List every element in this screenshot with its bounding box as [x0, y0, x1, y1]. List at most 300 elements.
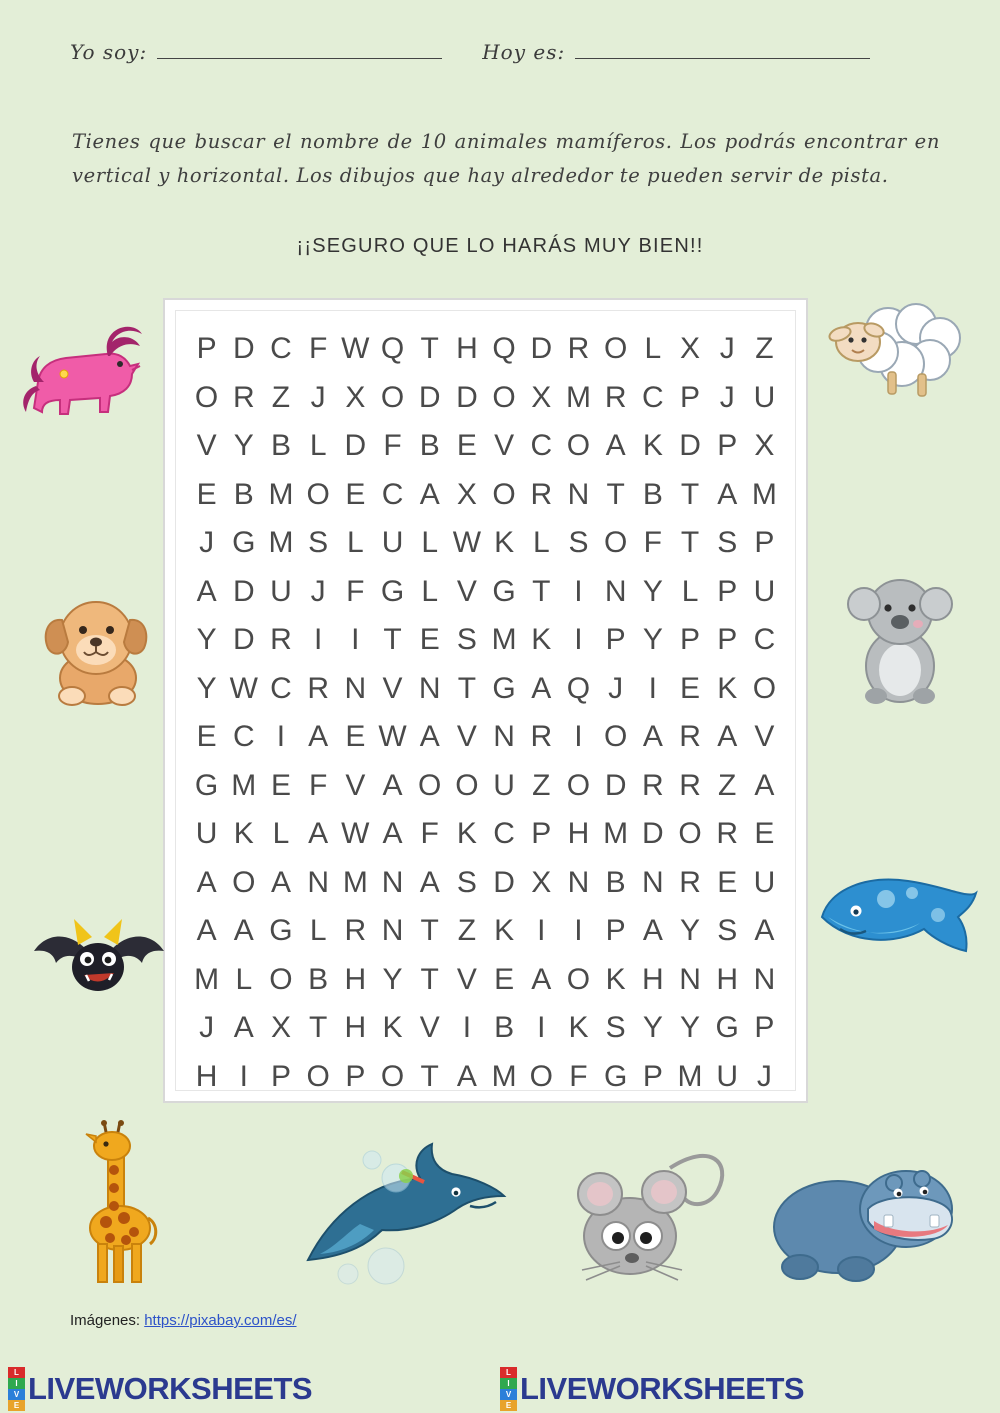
- word-search-cell[interactable]: M: [491, 623, 517, 657]
- word-search-cell[interactable]: G: [603, 1059, 628, 1093]
- word-search-cell[interactable]: P: [605, 623, 626, 657]
- word-search-cell[interactable]: H: [195, 1059, 218, 1093]
- word-search-cell[interactable]: N: [642, 865, 664, 899]
- word-search-cell[interactable]: V: [494, 429, 515, 463]
- brand-square-l-2: L: [500, 1367, 517, 1378]
- word-search-cell[interactable]: N: [753, 962, 776, 996]
- word-search-cell[interactable]: T: [680, 477, 700, 511]
- word-search-cell[interactable]: E: [196, 477, 217, 511]
- word-search-cell[interactable]: P: [754, 1011, 775, 1045]
- word-search-cell[interactable]: E: [717, 865, 738, 899]
- word-search-cell[interactable]: Y: [233, 429, 254, 463]
- word-search-cell[interactable]: U: [195, 817, 218, 851]
- date-label: Hoy es:: [482, 40, 566, 64]
- word-search-row: [188, 713, 783, 762]
- word-search-cell[interactable]: K: [531, 623, 552, 657]
- giraffe-illustration: [62, 1118, 172, 1288]
- word-search-cell[interactable]: E: [754, 817, 775, 851]
- word-search-cell[interactable]: L: [235, 962, 253, 996]
- word-search-cell[interactable]: R: [307, 671, 329, 705]
- word-search-cell[interactable]: D: [530, 332, 553, 366]
- word-search-cell[interactable]: O: [603, 526, 628, 560]
- word-search-cell[interactable]: R: [270, 623, 292, 657]
- word-search-cell[interactable]: P: [605, 914, 626, 948]
- brand-square-l: L: [8, 1367, 25, 1378]
- word-search-cell[interactable]: A: [196, 865, 217, 899]
- word-search-cell[interactable]: P: [717, 623, 738, 657]
- word-search-cell[interactable]: M: [342, 865, 368, 899]
- word-search-cell[interactable]: V: [456, 574, 477, 608]
- word-search-cell[interactable]: X: [270, 1011, 291, 1045]
- word-search-cell[interactable]: J: [756, 1059, 772, 1093]
- word-search-cell[interactable]: X: [531, 380, 552, 414]
- word-search-row: [188, 616, 783, 665]
- dolphin-illustration: [300, 1120, 510, 1290]
- word-search-cell[interactable]: M: [231, 768, 257, 802]
- word-search-cell[interactable]: L: [421, 574, 439, 608]
- word-search-row: [188, 325, 783, 374]
- word-search-cell[interactable]: H: [567, 817, 590, 851]
- word-search-cell[interactable]: O: [306, 477, 330, 511]
- word-search-cell[interactable]: V: [345, 768, 366, 802]
- word-search-cell[interactable]: O: [380, 380, 405, 414]
- word-search-cell[interactable]: K: [233, 817, 254, 851]
- word-search-cell[interactable]: Z: [718, 768, 737, 802]
- word-search-cell[interactable]: E: [345, 720, 366, 754]
- word-search-cell[interactable]: J: [310, 380, 326, 414]
- word-search-cell[interactable]: Q: [380, 332, 405, 366]
- word-search-cell[interactable]: A: [605, 429, 626, 463]
- word-search-cell[interactable]: K: [382, 1011, 403, 1045]
- word-search-cell[interactable]: R: [232, 380, 255, 414]
- word-search-cell[interactable]: U: [381, 526, 404, 560]
- word-search-cell[interactable]: B: [605, 865, 626, 899]
- word-search-cell[interactable]: D: [456, 380, 478, 414]
- word-search-cell[interactable]: A: [642, 720, 663, 754]
- word-search-cell[interactable]: A: [196, 574, 217, 608]
- word-search-cell[interactable]: R: [604, 380, 627, 414]
- word-search-cell[interactable]: W: [378, 720, 407, 754]
- brand-squares-right: [500, 1367, 517, 1411]
- word-search-cell[interactable]: S: [456, 865, 477, 899]
- word-search-cell[interactable]: P: [680, 380, 701, 414]
- word-search-cell[interactable]: P: [754, 526, 775, 560]
- word-search-cell[interactable]: G: [194, 768, 219, 802]
- word-search-cell[interactable]: M: [268, 526, 294, 560]
- word-search-cell[interactable]: J: [719, 332, 735, 366]
- word-search-cell[interactable]: G: [380, 574, 405, 608]
- word-search-cell[interactable]: J: [310, 574, 326, 608]
- word-search-cell[interactable]: P: [680, 623, 701, 657]
- word-search-cell[interactable]: V: [382, 671, 403, 705]
- word-search-cell[interactable]: N: [381, 865, 404, 899]
- word-search-cell[interactable]: B: [642, 477, 663, 511]
- word-search-cell[interactable]: V: [456, 962, 477, 996]
- word-search-cell[interactable]: M: [194, 962, 220, 996]
- word-search-cell[interactable]: O: [418, 768, 442, 802]
- word-search-row: [188, 519, 783, 568]
- sheep-illustration: [818, 290, 978, 405]
- word-search-cell[interactable]: K: [717, 671, 738, 705]
- word-search-cell[interactable]: T: [383, 623, 402, 657]
- word-search-cell[interactable]: T: [457, 671, 477, 705]
- bat-illustration: [28, 905, 168, 1015]
- word-search-cell[interactable]: O: [603, 332, 628, 366]
- word-search-cell[interactable]: I: [462, 1011, 472, 1045]
- liveworksheets-logo-right: [500, 1367, 804, 1411]
- word-search-cell[interactable]: A: [531, 671, 552, 705]
- encouragement-text: ¡¡SEGURO QUE LO HARÁS MUY BIEN!!: [296, 235, 704, 257]
- word-search-cell[interactable]: Z: [532, 768, 551, 802]
- word-search-cell[interactable]: J: [199, 526, 215, 560]
- word-search-cell[interactable]: F: [643, 526, 662, 560]
- word-search-cell[interactable]: P: [531, 817, 552, 851]
- word-search-cell[interactable]: F: [383, 429, 402, 463]
- word-search-cell[interactable]: X: [456, 477, 477, 511]
- word-search-cell[interactable]: F: [308, 768, 328, 802]
- whale-illustration: [808, 855, 988, 975]
- word-search-cell[interactable]: D: [679, 429, 701, 463]
- word-search-cell[interactable]: T: [420, 962, 439, 996]
- word-search-cell[interactable]: K: [494, 526, 515, 560]
- word-search-cell[interactable]: B: [270, 429, 291, 463]
- word-search-cell[interactable]: V: [196, 429, 217, 463]
- word-search-cell[interactable]: I: [537, 1011, 546, 1045]
- word-search-cell[interactable]: P: [717, 429, 738, 463]
- word-search-cell[interactable]: M: [751, 477, 777, 511]
- image-credit-label: Imágenes:: [70, 1312, 141, 1329]
- word-search-cell[interactable]: C: [270, 671, 292, 705]
- word-search-cell[interactable]: D: [418, 380, 441, 414]
- word-search-cell[interactable]: Q: [566, 671, 591, 705]
- word-search-cell[interactable]: O: [529, 1059, 553, 1093]
- word-search-cell[interactable]: O: [455, 768, 479, 802]
- word-search-cell[interactable]: A: [419, 865, 440, 899]
- word-search-cell[interactable]: Y: [382, 962, 403, 996]
- word-search-cell[interactable]: Y: [680, 914, 701, 948]
- word-search-cell[interactable]: I: [648, 671, 658, 705]
- word-search-cell[interactable]: C: [530, 429, 553, 463]
- word-search-cell[interactable]: T: [420, 1059, 439, 1093]
- word-search-cell[interactable]: X: [754, 429, 775, 463]
- word-search-cell[interactable]: Z: [755, 332, 774, 366]
- koala-illustration: [840, 560, 960, 710]
- word-search-cell[interactable]: Q: [492, 332, 516, 366]
- word-search-cell[interactable]: I: [574, 720, 583, 754]
- word-search-cell[interactable]: P: [270, 1059, 291, 1093]
- word-search-cell[interactable]: C: [270, 332, 292, 366]
- word-search-cell[interactable]: R: [679, 768, 701, 802]
- word-search-cell[interactable]: P: [717, 574, 738, 608]
- word-search-cell[interactable]: A: [456, 1059, 477, 1093]
- word-search-cell[interactable]: C: [381, 477, 404, 511]
- word-search-cell[interactable]: Z: [271, 380, 291, 414]
- word-search-cell[interactable]: T: [532, 574, 551, 608]
- brand-square-i: I: [8, 1378, 25, 1389]
- word-search-cell[interactable]: K: [605, 962, 626, 996]
- word-search-cell[interactable]: C: [753, 623, 776, 657]
- word-search-cell[interactable]: I: [537, 914, 546, 948]
- word-search-cell[interactable]: D: [232, 623, 255, 657]
- word-search-cell[interactable]: M: [491, 1059, 517, 1093]
- word-search-cell[interactable]: E: [196, 720, 217, 754]
- word-search-cell[interactable]: I: [239, 1059, 248, 1093]
- word-search-cell[interactable]: E: [270, 768, 291, 802]
- word-search-cell[interactable]: F: [308, 332, 328, 366]
- instructions-text: Tienes que buscar el nombre de 10 animales mamíferos. Los podrás encontrar en vertical y horizontal. Los dibujos que hay alrededor te pueden servir de pista.: [72, 130, 940, 187]
- word-search-cell[interactable]: Y: [642, 623, 663, 657]
- word-search-cell[interactable]: C: [232, 720, 255, 754]
- word-search-cell[interactable]: L: [532, 526, 550, 560]
- word-search-cell[interactable]: R: [716, 817, 739, 851]
- word-search-cell[interactable]: G: [492, 574, 516, 608]
- word-search-row: [188, 374, 783, 423]
- word-search-cell[interactable]: E: [494, 962, 515, 996]
- word-search-cell[interactable]: B: [308, 962, 329, 996]
- word-search-cell[interactable]: U: [753, 380, 776, 414]
- word-search-row: [188, 665, 783, 714]
- word-search-cell[interactable]: K: [568, 1011, 589, 1045]
- word-search-cell[interactable]: I: [574, 574, 583, 608]
- word-search-cell[interactable]: G: [715, 1011, 739, 1045]
- horse-illustration: [14, 320, 154, 430]
- word-search-cell[interactable]: D: [493, 865, 515, 899]
- word-search-cell[interactable]: N: [604, 574, 627, 608]
- word-search-row: [188, 568, 783, 617]
- brand-square-i-2: I: [500, 1378, 517, 1389]
- word-search-cell[interactable]: I: [313, 623, 323, 657]
- brand-square-e: E: [8, 1400, 25, 1411]
- word-search-cell[interactable]: A: [382, 817, 403, 851]
- word-search-cell[interactable]: Y: [642, 1011, 663, 1045]
- word-search-cell[interactable]: L: [421, 526, 439, 560]
- word-search-cell[interactable]: O: [492, 380, 516, 414]
- word-search-cell[interactable]: T: [420, 332, 439, 366]
- word-search-frame: [163, 298, 808, 1103]
- word-search-cell[interactable]: O: [566, 429, 591, 463]
- word-search-cell[interactable]: M: [268, 477, 294, 511]
- word-search-cell[interactable]: G: [232, 526, 256, 560]
- word-search-cell[interactable]: E: [345, 477, 366, 511]
- word-search-cell[interactable]: W: [341, 332, 370, 366]
- word-search-cell[interactable]: U: [753, 865, 776, 899]
- word-search-cell[interactable]: J: [608, 671, 624, 705]
- word-search-cell[interactable]: V: [456, 720, 477, 754]
- word-search-cell[interactable]: C: [493, 817, 515, 851]
- word-search-cell[interactable]: U: [493, 768, 515, 802]
- word-search-cell[interactable]: E: [456, 429, 477, 463]
- word-search-cell[interactable]: K: [494, 914, 515, 948]
- word-search-cell[interactable]: B: [419, 429, 440, 463]
- word-search-cell[interactable]: D: [344, 429, 367, 463]
- word-search-cell[interactable]: A: [270, 865, 291, 899]
- word-search-cell[interactable]: G: [269, 914, 293, 948]
- word-search-cell[interactable]: L: [681, 574, 699, 608]
- word-search-cell[interactable]: O: [678, 817, 702, 851]
- word-search-cell[interactable]: R: [530, 477, 553, 511]
- brand-text-right: LIVEWORKSHEETS: [520, 1371, 805, 1406]
- word-search-cell[interactable]: D: [642, 817, 664, 851]
- name-label: Yo soy:: [70, 40, 148, 64]
- word-search-cell[interactable]: Y: [196, 623, 217, 657]
- word-search-cell[interactable]: B: [494, 1011, 515, 1045]
- date-input-line[interactable]: [575, 44, 870, 59]
- pixabay-link[interactable]: https://pixabay.com/es/: [144, 1312, 297, 1329]
- word-search-cell[interactable]: F: [420, 817, 439, 851]
- word-search-cell[interactable]: D: [232, 574, 255, 608]
- word-search-cell[interactable]: W: [452, 526, 482, 560]
- word-search-cell[interactable]: U: [716, 1059, 739, 1093]
- word-search-cell[interactable]: R: [344, 914, 367, 948]
- word-search-cell[interactable]: A: [308, 817, 329, 851]
- word-search-cell[interactable]: A: [754, 768, 775, 802]
- word-search-cell[interactable]: O: [380, 1059, 405, 1093]
- word-search-cell[interactable]: J: [199, 1011, 215, 1045]
- word-search-cell[interactable]: N: [493, 720, 515, 754]
- word-search-row: [188, 762, 783, 811]
- word-search-cell[interactable]: C: [642, 380, 664, 414]
- word-search-cell[interactable]: S: [568, 526, 589, 560]
- word-search-cell[interactable]: O: [603, 720, 628, 754]
- word-search-cell[interactable]: A: [308, 720, 329, 754]
- word-search-cell[interactable]: P: [345, 1059, 366, 1093]
- word-search-cell[interactable]: U: [270, 574, 292, 608]
- word-search-cell[interactable]: O: [492, 477, 516, 511]
- word-search-cell[interactable]: M: [677, 1059, 703, 1093]
- word-search-cell[interactable]: T: [420, 914, 439, 948]
- word-search-cell[interactable]: T: [606, 477, 625, 511]
- word-search-cell[interactable]: L: [644, 332, 662, 366]
- mouse-illustration: [560, 1128, 750, 1293]
- word-search-cell[interactable]: R: [679, 720, 701, 754]
- word-search-cell[interactable]: P: [642, 1059, 663, 1093]
- word-search-cell[interactable]: E: [680, 671, 701, 705]
- word-search-grid[interactable]: [175, 310, 796, 1091]
- word-search-cell[interactable]: L: [347, 526, 364, 560]
- word-search-row: [188, 810, 783, 859]
- word-search-cell[interactable]: P: [196, 332, 217, 366]
- word-search-cell[interactable]: E: [419, 623, 440, 657]
- word-search-cell[interactable]: G: [492, 671, 516, 705]
- word-search-cell[interactable]: J: [719, 380, 735, 414]
- word-search-cell[interactable]: N: [567, 865, 590, 899]
- word-search-cell[interactable]: A: [419, 720, 440, 754]
- liveworksheets-bar: [0, 1365, 1000, 1413]
- brand-square-v: V: [8, 1389, 25, 1400]
- word-search-cell[interactable]: N: [679, 962, 701, 996]
- word-search-cell[interactable]: D: [604, 768, 627, 802]
- word-search-cell[interactable]: A: [382, 768, 403, 802]
- word-search-cell[interactable]: A: [642, 914, 663, 948]
- word-search-cell[interactable]: I: [574, 914, 583, 948]
- word-search-cell[interactable]: H: [716, 962, 739, 996]
- word-search-cell[interactable]: N: [307, 865, 329, 899]
- word-search-row: [188, 1053, 783, 1102]
- word-search-cell[interactable]: H: [642, 962, 664, 996]
- image-credit: [70, 1312, 297, 1329]
- word-search-row: [188, 907, 783, 956]
- word-search-cell[interactable]: O: [194, 380, 219, 414]
- word-search-cell[interactable]: O: [566, 768, 591, 802]
- word-search-cell[interactable]: O: [566, 962, 591, 996]
- word-search-cell[interactable]: F: [346, 574, 365, 608]
- word-search-cell[interactable]: A: [233, 914, 254, 948]
- word-search-cell[interactable]: B: [233, 477, 254, 511]
- word-search-cell[interactable]: O: [232, 865, 256, 899]
- word-search-cell[interactable]: K: [642, 429, 663, 463]
- word-search-cell[interactable]: A: [717, 720, 738, 754]
- word-search-cell[interactable]: M: [565, 380, 591, 414]
- word-search-cell[interactable]: I: [351, 623, 360, 657]
- word-search-cell[interactable]: N: [344, 671, 367, 705]
- word-search-cell[interactable]: H: [456, 332, 478, 366]
- word-search-cell[interactable]: N: [567, 477, 590, 511]
- word-search-cell[interactable]: T: [680, 526, 700, 560]
- word-search-cell[interactable]: T: [308, 1011, 328, 1045]
- word-search-cell[interactable]: R: [642, 768, 664, 802]
- word-search-cell[interactable]: S: [717, 914, 738, 948]
- word-search-cell[interactable]: Y: [680, 1011, 701, 1045]
- word-search-cell[interactable]: X: [345, 380, 366, 414]
- word-search-cell[interactable]: A: [419, 477, 440, 511]
- word-search-cell[interactable]: Y: [196, 671, 217, 705]
- word-search-cell[interactable]: W: [229, 671, 258, 705]
- word-search-cell[interactable]: A: [717, 477, 738, 511]
- word-search-cell[interactable]: R: [567, 332, 590, 366]
- word-search-cell[interactable]: V: [419, 1011, 440, 1045]
- word-search-cell[interactable]: X: [531, 865, 552, 899]
- word-search-cell[interactable]: K: [456, 817, 477, 851]
- word-search-cell[interactable]: U: [753, 574, 776, 608]
- word-search-cell[interactable]: X: [680, 332, 701, 366]
- word-search-cell[interactable]: N: [381, 914, 404, 948]
- word-search-row: [188, 422, 783, 471]
- word-search-cell[interactable]: O: [269, 962, 293, 996]
- word-search-cell[interactable]: R: [530, 720, 553, 754]
- word-search-cell[interactable]: A: [233, 1011, 254, 1045]
- word-search-cell[interactable]: V: [754, 720, 775, 754]
- word-search-cell[interactable]: W: [341, 817, 370, 851]
- word-search-cell[interactable]: I: [276, 720, 286, 754]
- word-search-cell[interactable]: D: [232, 332, 255, 366]
- brand-text-left: LIVEWORKSHEETS: [28, 1371, 313, 1406]
- word-search-cell[interactable]: S: [717, 526, 738, 560]
- word-search-cell[interactable]: F: [569, 1059, 588, 1093]
- word-search-cell[interactable]: I: [574, 623, 583, 657]
- word-search-cell[interactable]: O: [306, 1059, 330, 1093]
- word-search-cell[interactable]: A: [196, 914, 217, 948]
- word-search-cell[interactable]: A: [754, 914, 775, 948]
- word-search-row: [188, 471, 783, 520]
- word-search-cell[interactable]: S: [308, 526, 329, 560]
- name-input-line[interactable]: [157, 44, 442, 59]
- word-search-cell[interactable]: A: [531, 962, 552, 996]
- brand-square-e-2: E: [500, 1400, 517, 1411]
- word-search-cell[interactable]: O: [752, 671, 777, 705]
- word-search-cell[interactable]: Z: [457, 914, 477, 948]
- word-search-cell[interactable]: L: [272, 817, 290, 851]
- word-search-cell[interactable]: S: [456, 623, 477, 657]
- word-search-cell[interactable]: S: [605, 1011, 626, 1045]
- word-search-cell[interactable]: L: [309, 429, 327, 463]
- word-search-cell[interactable]: R: [679, 865, 701, 899]
- word-search-cell[interactable]: H: [344, 1011, 367, 1045]
- word-search-cell[interactable]: M: [603, 817, 629, 851]
- word-search-cell[interactable]: H: [344, 962, 367, 996]
- word-search-cell[interactable]: N: [418, 671, 441, 705]
- word-search-cell[interactable]: Y: [642, 574, 663, 608]
- word-search-cell[interactable]: L: [309, 914, 327, 948]
